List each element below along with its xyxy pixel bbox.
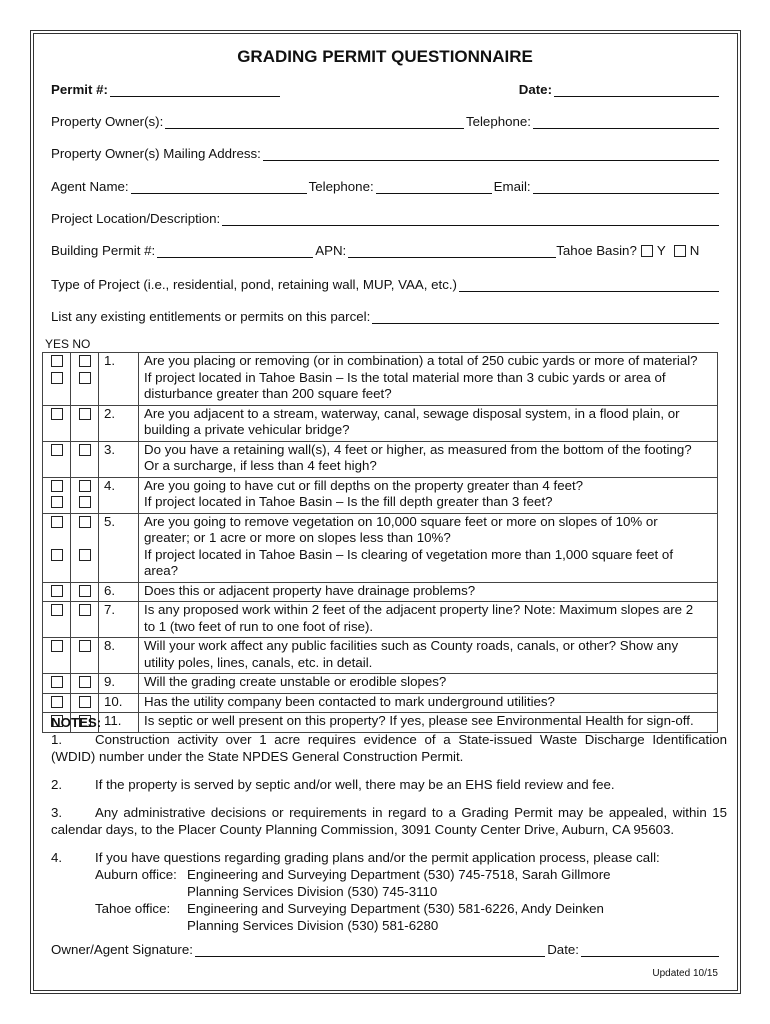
no-checkbox[interactable]: [79, 355, 91, 367]
note-text: Any administrative decisions or requirements in regard to a Grading Permit may be appealed, within 15 calendar days, to the Placer County Planning Commission, 3091 County Center Drive, Auburn, CA 95603.: [51, 805, 727, 837]
no-checkbox[interactable]: [79, 640, 91, 652]
no-cell: [71, 602, 99, 638]
signature-row: [51, 940, 721, 957]
question-line: If project located in Tahoe Basin – Is the total material more than 3 cubic yards or area of: [144, 369, 666, 385]
owner-row: [51, 112, 721, 129]
yes-checkbox[interactable]: [51, 516, 63, 528]
no-checkbox[interactable]: [79, 444, 91, 456]
mailing-label: Property Owner(s) Mailing Address:: [51, 146, 261, 161]
yes-no-header: [45, 337, 90, 351]
question-text: [139, 405, 718, 441]
question-line: Is septic or well present on this property? If yes, please see Environmental Health for sign-off.: [144, 713, 694, 728]
question-number: 2.: [99, 405, 139, 441]
no-cell: [71, 674, 99, 694]
question-row: [43, 638, 718, 674]
location-field[interactable]: [222, 212, 719, 226]
question-number: 1.: [99, 353, 139, 406]
note-1: [51, 731, 727, 765]
agent-telephone-field[interactable]: [376, 180, 492, 194]
question-row: [43, 513, 718, 582]
question-row: [43, 441, 718, 477]
tahoe-basin-label: Tahoe Basin?: [556, 243, 637, 258]
question-line: Are you going to remove vegetation on 10,000 square feet or more on slopes of 10% or: [144, 513, 658, 529]
question-line: Will your work affect any public facilities such as County roads, canals, or other? Show any: [144, 638, 679, 653]
question-line: disturbance greater than 200 square feet?: [144, 386, 392, 401]
note-number: 3.: [51, 805, 63, 820]
question-text: [139, 477, 718, 513]
question-line: Will the grading create unstable or erodible slopes?: [144, 674, 447, 689]
yes-checkbox[interactable]: [51, 355, 63, 367]
no-checkbox[interactable]: [79, 549, 91, 561]
location-row: [51, 209, 721, 226]
telephone-field[interactable]: [533, 115, 719, 129]
office-contact: Planning Services Division (530) 581-6280: [187, 918, 439, 933]
tahoe-yes-label: Y: [656, 243, 666, 258]
no-cell: [71, 477, 99, 513]
question-row: [43, 477, 718, 513]
question-line: If project located in Tahoe Basin – Is clearing of vegetation more than 1,000 square feet of: [144, 546, 674, 562]
signature-label: Owner/Agent Signature:: [51, 942, 193, 957]
office-contact: Planning Services Division (530) 745-3110: [187, 884, 438, 899]
question-line: area?: [144, 563, 179, 578]
question-line: to 1 (two feet of run to one foot of rise).: [144, 618, 374, 634]
apn-field[interactable]: [348, 244, 556, 258]
yes-cell: [43, 674, 71, 694]
question-text: [139, 693, 718, 713]
permit-field[interactable]: [110, 83, 280, 97]
owner-label: Property Owner(s):: [51, 114, 164, 129]
question-line: Or a surcharge, if less than 4 feet high?: [144, 458, 377, 473]
agent-field[interactable]: [131, 180, 307, 194]
yes-cell: [43, 693, 71, 713]
no-cell: [71, 513, 99, 582]
building-permit-field[interactable]: [157, 244, 313, 258]
note-2: [51, 776, 727, 793]
question-line: Does this or adjacent property have drainage problems?: [144, 582, 476, 598]
no-checkbox[interactable]: [79, 480, 91, 492]
no-cell: [71, 353, 99, 406]
no-checkbox[interactable]: [79, 516, 91, 528]
type-row: [51, 275, 721, 292]
yes-cell: [43, 582, 71, 602]
yes-cell: [43, 441, 71, 477]
date-label: Date:: [518, 82, 552, 97]
mailing-field[interactable]: [263, 147, 719, 161]
permit-row: [51, 80, 721, 97]
updated-note: Updated 10/15: [652, 968, 718, 979]
question-text: [139, 638, 718, 674]
question-line: Is any proposed work within 2 feet of the adjacent property line? Note: Maximum slopes are 2: [144, 602, 694, 617]
yes-checkbox[interactable]: [51, 696, 63, 708]
yes-cell: [43, 405, 71, 441]
question-number: 7.: [99, 602, 139, 638]
note-4: [51, 849, 727, 866]
office-label: Auburn office:: [95, 867, 177, 882]
no-checkbox[interactable]: [79, 676, 91, 688]
no-checkbox[interactable]: [79, 585, 91, 597]
tahoe-office: [51, 900, 727, 934]
tahoe-yes-checkbox[interactable]: [641, 245, 653, 257]
yes-checkbox[interactable]: [51, 676, 63, 688]
page-title: GRADING PERMIT QUESTIONNAIRE: [237, 47, 533, 66]
question-number: 6.: [99, 582, 139, 602]
email-label: Email:: [493, 179, 531, 194]
yes-checkbox[interactable]: [51, 408, 63, 420]
owner-field[interactable]: [165, 115, 464, 129]
entitlements-label: List any existing entitlements or permits on this parcel:: [51, 309, 371, 324]
question-number: 3.: [99, 441, 139, 477]
yes-cell: [43, 353, 71, 406]
no-checkbox[interactable]: [79, 496, 91, 508]
yes-checkbox[interactable]: [51, 604, 63, 616]
yes-cell: [43, 477, 71, 513]
question-text: [139, 513, 718, 582]
no-checkbox[interactable]: [79, 372, 91, 384]
question-line: building a private vehicular bridge?: [144, 422, 350, 437]
note-text: Construction activity over 1 acre requires evidence of a State-issued Waste Discharge Identification (WDID) number under the State NPDES General Construction Permit.: [51, 732, 727, 764]
entitlements-row: [51, 307, 721, 324]
tahoe-no-label: N: [689, 243, 700, 258]
question-line: Do you have a retaining wall(s), 4 feet or higher, as measured from the bottom of the footing?: [144, 441, 692, 457]
yes-checkbox[interactable]: [51, 549, 63, 561]
note-number: 4.: [51, 850, 63, 865]
question-row: [43, 693, 718, 713]
question-line: utility poles, lines, canals, etc. in detail.: [144, 654, 373, 670]
question-line: Are you adjacent to a stream, waterway, canal, sewage disposal system, in a flood plain, or: [144, 405, 680, 421]
note-number: 2.: [51, 777, 63, 792]
building-row: [51, 241, 721, 258]
question-number: 8.: [99, 638, 139, 674]
office-contact: Engineering and Surveying Department (530) 581-6226, Andy Deinken: [187, 901, 604, 916]
yes-checkbox[interactable]: [51, 372, 63, 384]
agent-label: Agent Name:: [51, 179, 129, 194]
question-number: 10.: [99, 693, 139, 713]
telephone-label: Telephone:: [465, 114, 531, 129]
auburn-office: [51, 866, 727, 900]
question-row: [43, 602, 718, 638]
yes-checkbox[interactable]: [51, 444, 63, 456]
notes-section: [51, 714, 727, 934]
no-cell: [71, 582, 99, 602]
no-header: NO: [72, 337, 91, 351]
no-cell: [71, 441, 99, 477]
signature-field[interactable]: [195, 943, 545, 957]
yes-checkbox[interactable]: [51, 640, 63, 652]
no-cell: [71, 638, 99, 674]
project-type-label: Type of Project (i.e., residential, pond, retaining wall, MUP, VAA, etc.): [51, 277, 457, 292]
office-label: Tahoe office:: [95, 901, 171, 916]
no-cell: [71, 693, 99, 713]
question-line: Has the utility company been contacted to mark underground utilities?: [144, 693, 555, 709]
entitlements-field[interactable]: [372, 310, 719, 324]
note-text: If the property is served by septic and/or well, there may be an EHS field review and fee.: [95, 777, 615, 792]
question-line: Are you placing or removing (or in combination) a total of 250 cubic yards or more of material?: [144, 353, 698, 368]
question-text: [139, 441, 718, 477]
agent-row: [51, 177, 721, 194]
building-permit-label: Building Permit #:: [51, 243, 156, 258]
location-label: Project Location/Description:: [51, 211, 221, 226]
question-text: [139, 674, 718, 694]
no-checkbox[interactable]: [79, 696, 91, 708]
signature-date-field[interactable]: [581, 943, 719, 957]
question-text: [139, 602, 718, 638]
email-field[interactable]: [533, 180, 719, 194]
permit-label: Permit #:: [51, 82, 108, 97]
tahoe-no-checkbox[interactable]: [674, 245, 686, 257]
yes-cell: [43, 602, 71, 638]
questions-table: [42, 352, 718, 733]
note-text: If you have questions regarding grading plans and/or the permit application process, please call:: [95, 850, 660, 865]
no-checkbox[interactable]: [79, 408, 91, 420]
notes-heading: NOTES:: [51, 715, 102, 730]
question-number: 4.: [99, 477, 139, 513]
question-line: greater; or 1 acre or more on slopes less than 10%?: [144, 530, 451, 545]
project-type-field[interactable]: [459, 278, 719, 292]
question-row: [43, 405, 718, 441]
note-3: [51, 804, 727, 838]
question-row: [43, 582, 718, 602]
question-number: 9.: [99, 674, 139, 694]
no-cell: [71, 405, 99, 441]
agent-telephone-label: Telephone:: [308, 179, 374, 194]
question-number: 11.: [99, 713, 139, 733]
yes-header: YES: [45, 337, 70, 351]
apn-label: APN:: [315, 243, 347, 258]
office-contact: Engineering and Surveying Department (530) 745-7518, Sarah Gillmore: [187, 867, 611, 882]
date-field[interactable]: [554, 83, 719, 97]
yes-cell: [43, 513, 71, 582]
signature-date-label: Date:: [547, 942, 579, 957]
question-text: [139, 582, 718, 602]
question-number: 5.: [99, 513, 139, 582]
question-row: [43, 674, 718, 694]
question-row: [43, 353, 718, 406]
yes-cell: [43, 638, 71, 674]
question-line: Are you going to have cut or fill depths on the property greater than 4 feet?: [144, 477, 584, 493]
yes-checkbox[interactable]: [51, 585, 63, 597]
question-line: If project located in Tahoe Basin – Is the fill depth greater than 3 feet?: [144, 494, 553, 509]
question-text: [139, 353, 718, 406]
yes-checkbox[interactable]: [51, 496, 63, 508]
mailing-row: [51, 144, 721, 161]
no-checkbox[interactable]: [79, 604, 91, 616]
yes-checkbox[interactable]: [51, 480, 63, 492]
note-number: 1.: [51, 732, 63, 747]
